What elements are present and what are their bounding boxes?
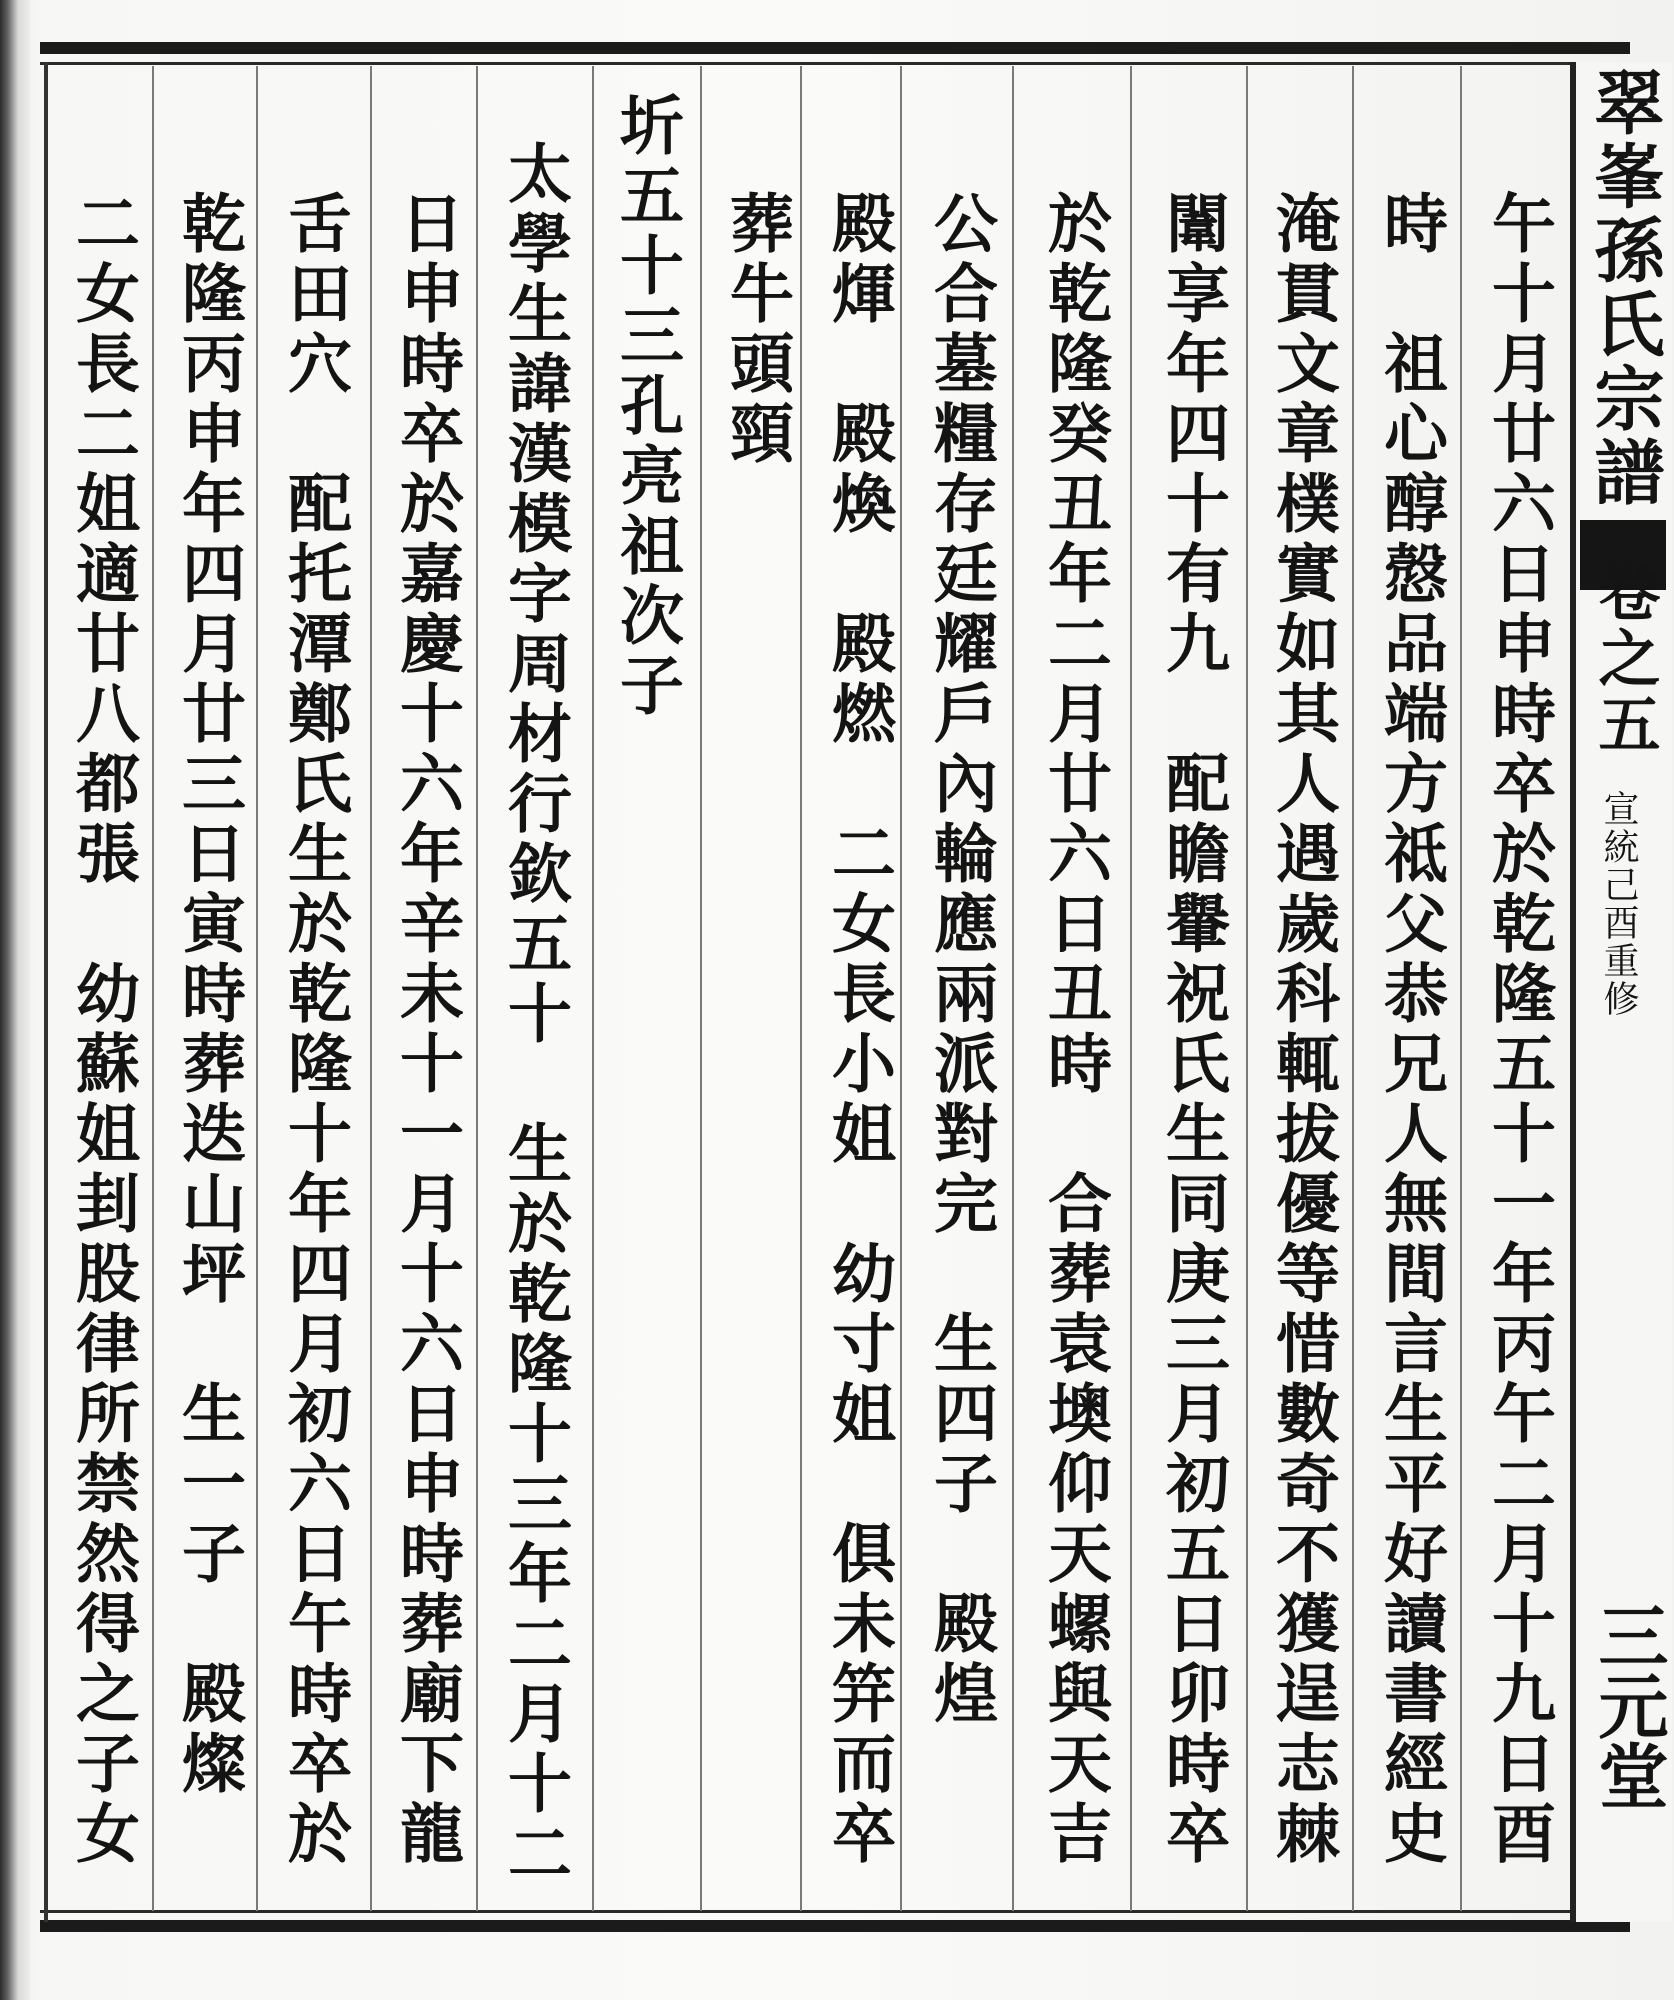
column-divider (152, 66, 154, 1911)
left-frame-line (44, 62, 48, 1922)
text-column-11: 日申時卒於嘉慶十六年辛未十一月十六日申時葬廟下龍 (389, 190, 464, 1870)
column-divider (1352, 66, 1354, 1911)
text-column-14: 二女長二姐適廿八都張 幼蘇姐刲股律所禁然得之子女 (65, 190, 140, 1870)
text-column-9: 圻五十三孔亮祖次子 (609, 92, 684, 722)
hall-name: 三元堂 (1587, 1600, 1670, 1810)
top-inner-rule (40, 62, 1630, 65)
column-divider (1130, 66, 1132, 1911)
volume-label: 卷之五 (1588, 560, 1661, 758)
text-column-7: 殿煇 殿煥 殿燃 二女長小姐 幼寸姐 俱未笄而卒 (821, 190, 896, 1870)
genealogy-title: 翠峯孫氏宗譜 (1583, 66, 1666, 510)
column-divider (1246, 66, 1248, 1911)
column-divider (1012, 66, 1014, 1911)
edition-note: 宣統己酉重修 (1598, 790, 1639, 1018)
text-column-8: 葬牛頭頸 (719, 190, 794, 470)
column-divider (370, 66, 372, 1911)
text-column-2: 時 祖心醇慤品端方祗父恭兄人無間言生平好讀書經史 (1373, 190, 1448, 1870)
text-column-3: 淹貫文章樸實如其人遇歲科輒拔優等惜數奇不獲逞志棘 (1265, 190, 1340, 1870)
column-divider (476, 66, 478, 1911)
bottom-border-rule (40, 1920, 1630, 1932)
top-border-rule (40, 42, 1630, 54)
text-column-6: 公合墓糧存廷耀戶內輪應兩派對完 生四子 殿煌 (923, 190, 998, 1730)
column-divider (1460, 66, 1462, 1911)
binding-edge (0, 0, 30, 2000)
text-column-5: 於乾隆癸丑年二月廿六日丑時 合葬袁墺仰天螺與天吉 (1037, 190, 1112, 1870)
text-column-4: 闈享年四十有九 配瞻轝祝氏生同庚三月初五日卯時卒 (1155, 190, 1230, 1870)
column-divider (700, 66, 702, 1911)
text-column-1: 午十月廿六日申時卒於乾隆五十一年丙午二月十九日酉 (1481, 190, 1556, 1870)
bottom-inner-rule (40, 1910, 1630, 1913)
text-column-10: 太學生諱漢模字周材行欽五十 生於乾隆十三年二月十二 (497, 140, 572, 1890)
text-column-12: 舌田穴 配托潭鄭氏生於乾隆十年四月初六日午時卒於 (277, 190, 352, 1870)
text-column-13: 乾隆丙申年四月廿三日寅時葬迭山坪 生一子 殿燦 (171, 190, 246, 1800)
column-divider (592, 66, 594, 1911)
